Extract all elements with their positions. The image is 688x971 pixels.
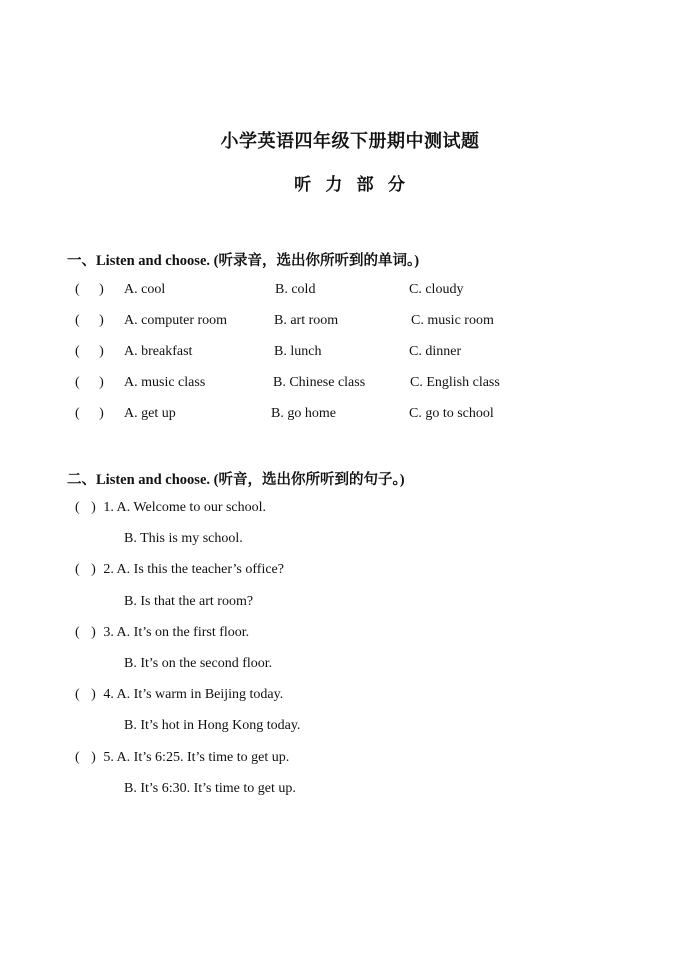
answer-bracket: ( ) xyxy=(75,687,100,702)
option-b: B. It’s on the second floor. xyxy=(124,656,273,671)
answer-bracket: ( ) xyxy=(75,750,100,765)
word-row xyxy=(0,313,688,333)
section2-heading: 二、Listen and choose. (听音，选出你所听到的句子。) xyxy=(67,472,405,488)
option-b: B. Chinese class xyxy=(273,375,366,390)
option-a: A. computer room xyxy=(124,313,228,328)
option-b: B. lunch xyxy=(274,344,322,359)
option-a: A. cool xyxy=(124,282,166,297)
answer-bracket: ( ) xyxy=(75,313,112,328)
option-b: B. go home xyxy=(271,406,336,421)
answer-bracket: ( ) xyxy=(75,562,100,577)
section1-heading: 一、Listen and choose. (听录音，选出你所听到的单词。) xyxy=(67,253,420,269)
option-a: 2. A. Is this the teacher’s office? xyxy=(103,562,284,577)
option-b: B. It’s 6:30. It’s time to get up. xyxy=(124,781,296,796)
word-row xyxy=(0,406,688,426)
option-a: 4. A. It’s warm in Beijing today. xyxy=(103,687,284,702)
answer-bracket: ( ) xyxy=(75,375,112,390)
option-c: C. English class xyxy=(410,375,500,390)
option-a: 1. A. Welcome to our school. xyxy=(103,500,267,515)
question-line xyxy=(75,687,283,703)
option-a: 3. A. It’s on the first floor. xyxy=(103,625,250,640)
option-a: A. breakfast xyxy=(124,344,193,359)
option-c: C. cloudy xyxy=(409,282,464,297)
word-row xyxy=(0,344,688,364)
option-b: B. Is that the art room? xyxy=(124,594,254,609)
answer-bracket: ( ) xyxy=(75,282,112,297)
option-b: B. This is my school. xyxy=(124,531,243,546)
option-c: C. dinner xyxy=(409,344,462,359)
option-c: C. go to school xyxy=(409,406,494,421)
option-a: A. get up xyxy=(124,406,176,421)
answer-bracket: ( ) xyxy=(75,625,100,640)
answer-bracket: ( ) xyxy=(75,406,112,421)
option-b: B. cold xyxy=(275,282,316,297)
word-row xyxy=(0,375,688,395)
question-line xyxy=(75,625,249,641)
page-title: 小学英语四年级下册期中测试题 xyxy=(220,131,480,151)
answer-bracket: ( ) xyxy=(75,500,100,515)
page-subtitle: 听 力 部 分 xyxy=(294,175,406,194)
question-line xyxy=(75,750,289,766)
option-a: A. music class xyxy=(124,375,206,390)
option-a: 5. A. It’s 6:25. It’s time to get up. xyxy=(103,750,290,765)
option-b: B. It’s hot in Hong Kong today. xyxy=(124,718,301,733)
option-b: B. art room xyxy=(274,313,339,328)
question-line xyxy=(75,562,284,578)
answer-bracket: ( ) xyxy=(75,344,112,359)
option-c: C. music room xyxy=(411,313,494,328)
word-row xyxy=(0,282,688,302)
question-line xyxy=(75,500,266,516)
